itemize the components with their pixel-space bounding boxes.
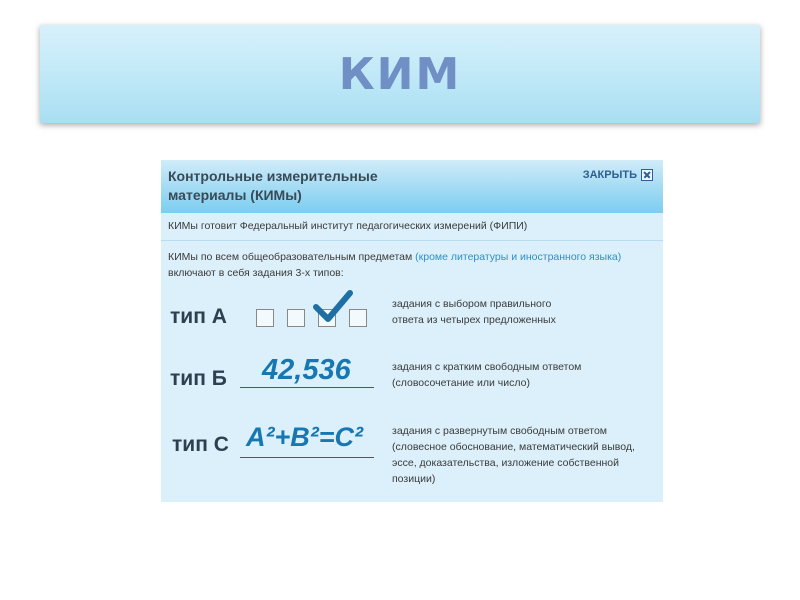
type-a-description (392, 296, 556, 328)
para-text-start: КИМы по всем общеобразовательным предметам (168, 251, 416, 263)
para-text-end: включают в себя задания 3-х типов: (168, 267, 344, 279)
type-b-desc-line2: (словосочетание или число) (392, 377, 530, 389)
panel-header (161, 160, 663, 213)
type-b-answer: 42,536 (262, 354, 351, 386)
slide-title: КИМ (338, 48, 462, 100)
subjects-paragraph (168, 249, 658, 281)
type-a-desc-line2: ответа из четырех предложенных (392, 314, 556, 326)
panel-title: Контрольные измерительные материалы (КИМы) (168, 168, 378, 203)
type-c-answer: A²+B²=C² (246, 422, 364, 452)
type-b-label: тип Б (170, 367, 227, 390)
para-highlight: (кроме литературы и иностранного языка) (415, 251, 622, 263)
type-b-description (392, 359, 581, 391)
type-a-label: тип А (170, 305, 227, 328)
type-b-underline (240, 387, 374, 388)
answer-checkbox-2 (287, 309, 305, 327)
type-c-desc-line3: эссе, доказательства, изложение собственной (392, 457, 620, 469)
type-c-desc-line1: задания с развернутым свободным ответом (392, 425, 608, 437)
type-c-description (392, 423, 635, 487)
type-c-label: тип С (172, 433, 229, 456)
answer-checkbox-1 (256, 309, 274, 327)
type-c-desc-line2: (словесное обоснование, математический вывод, (392, 441, 635, 453)
type-b-desc-line1: задания с кратким свободным ответом (392, 361, 582, 373)
close-button[interactable] (583, 169, 653, 181)
title-banner (40, 25, 760, 123)
divider (161, 240, 663, 241)
checkmark-icon (313, 289, 353, 323)
type-c-desc-line4: позиции) (392, 473, 436, 485)
type-c-underline (240, 457, 374, 458)
type-a-desc-line1: задания с выбором правильного (392, 298, 552, 310)
close-icon[interactable] (641, 169, 653, 181)
close-label[interactable]: ЗАКРЫТЬ (582, 169, 637, 181)
fipi-info-text: КИМы готовит Федеральный институт педагогических измерений (ФИПИ) (168, 220, 528, 232)
